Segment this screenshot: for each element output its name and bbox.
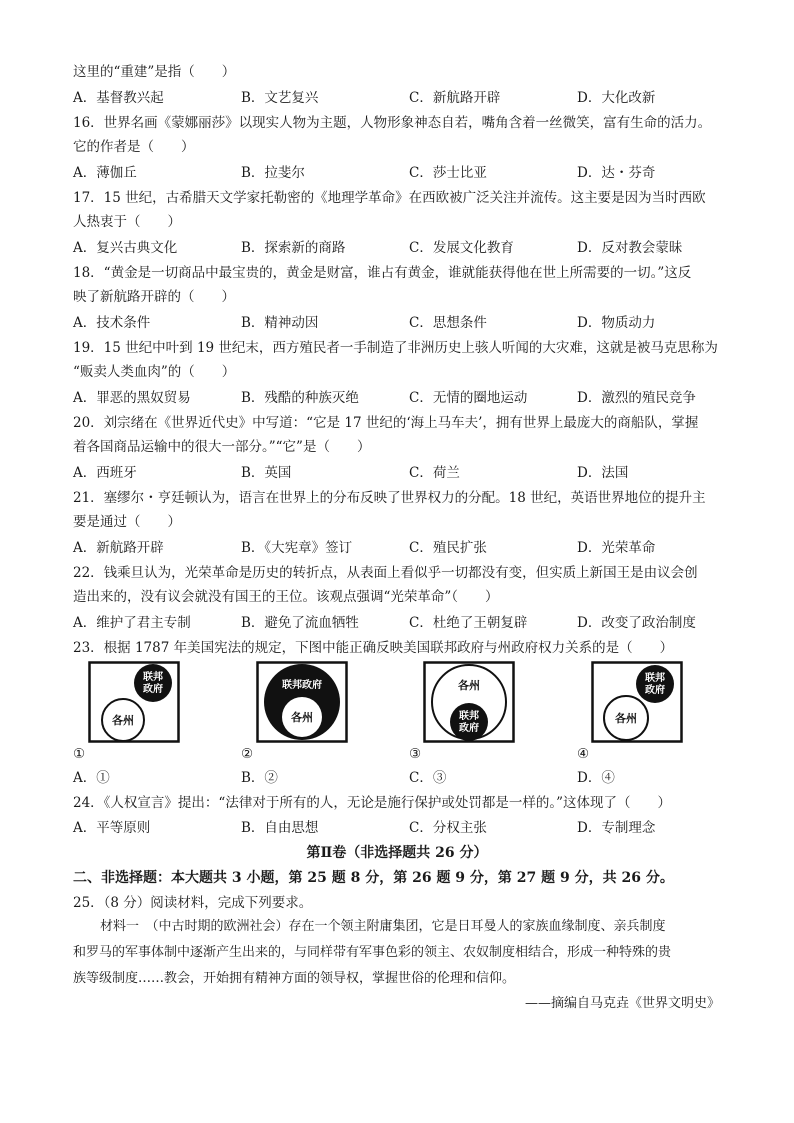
q22-option-c: C．杜绝了王朝复辟 <box>409 615 528 631</box>
q16-stem-line1: 16．世界名画《蒙娜丽莎》以现实人物为主题，人物形象神态自若，嘴角含着一丝微笑，富有生命的活力。 <box>73 115 712 131</box>
q15-option-a: A．基督教兴起 <box>73 90 164 106</box>
q17-stem-line1: 17．15 世纪，古希腊天文学家托勒密的《地理学革命》在西欧被广泛关注并流传。这主要是因为当时西欧 <box>73 190 706 206</box>
material1-line3: 族等级制度……教会，开始拥有精神方面的领导权，掌握世俗的伦理和信仰。 <box>73 971 516 986</box>
q16-option-a: A．薄伽丘 <box>73 165 137 181</box>
q17-stem-line2: 人热衷于（ ） <box>73 214 181 230</box>
q22-stem-line2: 造出来的，没有议会就没有国王的王位。该观点强调“光荣革命”（ ） <box>73 589 499 605</box>
q18-option-a: A．技术条件 <box>73 315 151 331</box>
q21-option-c: C．殖民扩张 <box>409 540 487 556</box>
part2-title: 第Ⅱ卷（非选择题共 26 分） <box>306 845 488 861</box>
material1-line2: 和罗马的军事体制中逐渐产生出来的，与同样带有军事色彩的领主、农奴制度相结合，形成一种特殊的贵 <box>73 945 672 960</box>
q21-option-d: D．光荣革命 <box>577 540 656 556</box>
diagram-4-federal-label-top: 联邦 <box>645 673 665 684</box>
q23-diagram-4-label: ④ <box>577 746 590 762</box>
q24-stem: 24．《人权宣言》提出：“法律对于所有的人，无论是施行保护或处罚都是一样的。”这体现了（ ） <box>73 795 671 811</box>
q23-diagram-3 <box>423 661 515 743</box>
q16-option-b: B．拉斐尔 <box>241 165 305 181</box>
q23-diagram-4 <box>591 661 683 743</box>
diagram-2-states-label: 各州 <box>291 711 313 724</box>
q18-stem-line1: 18．“黄金是一切商品中最宝贵的，黄金是财富，谁占有黄金，谁就能获得他在世上所需要的一切。”这反 <box>73 265 692 281</box>
q24-option-a: A．平等原则 <box>73 820 151 836</box>
diagram-3-federal-label-top: 联邦 <box>459 711 479 722</box>
material1-source: ——摘编自马克垚《世界文明史》 <box>524 996 720 1011</box>
q23-option-b: B．② <box>241 770 278 786</box>
q24-option-c: C．分权主张 <box>409 820 487 836</box>
diagram-1-federal-label-bottom: 政府 <box>143 684 163 695</box>
q23-stem: 23．根据 1787 年美国宪法的规定，下图中能正确反映美国联邦政府与州政府权力关系的是（ ） <box>73 640 674 656</box>
q20-option-d: D．法国 <box>577 465 629 481</box>
q17-option-d: D．反对教会蒙昧 <box>577 240 683 256</box>
q23-diagram-3-label: ③ <box>409 746 422 762</box>
part2-heading: 二、非选择题：本大题共 3 小题，第 25 题 8 分，第 26 题 9 分，第 27 题 9 分，共 26 分。 <box>73 870 674 886</box>
diagram-1-federal-circle <box>134 664 172 702</box>
q23-option-d: D．④ <box>577 770 615 786</box>
q17-option-c: C．发展文化教育 <box>409 240 514 256</box>
q19-stem-line2: “贩卖人类血肉”的（ ） <box>73 364 236 380</box>
q25-stem: 25．（8 分）阅读材料，完成下列要求。 <box>73 895 313 911</box>
diagram-3-states-label: 各州 <box>458 679 480 692</box>
diagram-3-federal-label-bottom: 政府 <box>459 723 479 734</box>
q22-option-a: A．维护了君主专制 <box>73 615 191 631</box>
q15-option-b: B．文艺复兴 <box>241 90 319 106</box>
q16-option-c: C．莎士比亚 <box>409 165 487 181</box>
material1-line1: 材料一 （中古时期的欧洲社会）存在一个领主附庸集团，它是日耳曼人的家族血缘制度、亲兵制度 <box>100 919 666 934</box>
q17-option-b: B．探索新的商路 <box>241 240 346 256</box>
q18-option-d: D．物质动力 <box>577 315 656 331</box>
q18-option-c: C．思想条件 <box>409 315 487 331</box>
q21-stem-line1: 21．塞缪尔・亨廷顿认为，语言在世界上的分布反映了世界权力的分配。18 世纪，英语世界地位的提升主 <box>73 490 706 506</box>
q16-option-d: D．达・芬奇 <box>577 165 656 181</box>
q24-option-d: D．专制理念 <box>577 820 656 836</box>
diagram-1-federal-label-top: 联邦 <box>143 672 163 683</box>
q23-option-c: C．③ <box>409 770 447 786</box>
q19-option-a: A．罪恶的黑奴贸易 <box>73 390 191 406</box>
q23-option-a: A．① <box>73 770 110 786</box>
diagram-4-states-label: 各州 <box>615 712 637 725</box>
diagram-3-federal-circle <box>450 703 488 741</box>
q15-option-c: C．新航路开辟 <box>409 90 501 106</box>
q20-stem-line2: 着各国商品运输中的很大一部分。”“它”是（ ） <box>73 439 371 455</box>
q22-stem-line1: 22．钱乘旦认为，光荣革命是历史的转折点，从表面上看似乎一切都没有变，但实质上新国王是由议会创 <box>73 565 698 581</box>
q20-stem-line1: 20．刘宗绪在《世界近代史》中写道：“它是 17 世纪的‘海上马车夫’，拥有世界上最庞大的商船队，掌握 <box>73 415 699 431</box>
q21-option-b: B．《大宪章》签订 <box>241 540 353 556</box>
diagram-2-federal-label: 联邦政府 <box>282 680 322 691</box>
q17-option-a: A．复兴古典文化 <box>73 240 178 256</box>
q24-option-b: B．自由思想 <box>241 820 319 836</box>
q20-option-a: A．西班牙 <box>73 465 137 481</box>
diagram-1-states-label: 各州 <box>112 714 134 727</box>
q19-option-c: C．无情的圈地运动 <box>409 390 528 406</box>
q15-stem: 这里的“重建”是指（ ） <box>73 64 236 80</box>
q18-stem-line2: 映了新航路开辟的（ ） <box>73 289 235 305</box>
q15-option-d: D．大化改新 <box>577 90 656 106</box>
q19-stem-line1: 19．15 世纪中叶到 19 世纪末，西方殖民者一手制造了非洲历史上骇人听闻的大灾难，这就是被马克思称为 <box>73 340 718 356</box>
q23-diagram-1 <box>88 661 180 743</box>
q18-option-b: B．精神动因 <box>241 315 319 331</box>
q23-diagram-2 <box>256 661 348 743</box>
q16-stem-line2: 它的作者是（ ） <box>73 139 195 155</box>
q20-option-b: B．英国 <box>241 465 292 481</box>
q19-option-b: B．残酷的种族灭绝 <box>241 390 359 406</box>
q23-diagram-2-label: ② <box>241 746 254 762</box>
q22-option-b: B．避免了流血牺牲 <box>241 615 359 631</box>
q21-stem-line2: 要是通过（ ） <box>73 514 181 530</box>
q19-option-d: D．激烈的殖民竞争 <box>577 390 696 406</box>
diagram-4-federal-label-bottom: 政府 <box>645 685 665 696</box>
q23-diagram-1-label: ① <box>73 746 86 762</box>
diagram-4-federal-circle <box>636 665 674 703</box>
q20-option-c: C．荷兰 <box>409 465 460 481</box>
q21-option-a: A．新航路开辟 <box>73 540 164 556</box>
q22-option-d: D．改变了政治制度 <box>577 615 696 631</box>
